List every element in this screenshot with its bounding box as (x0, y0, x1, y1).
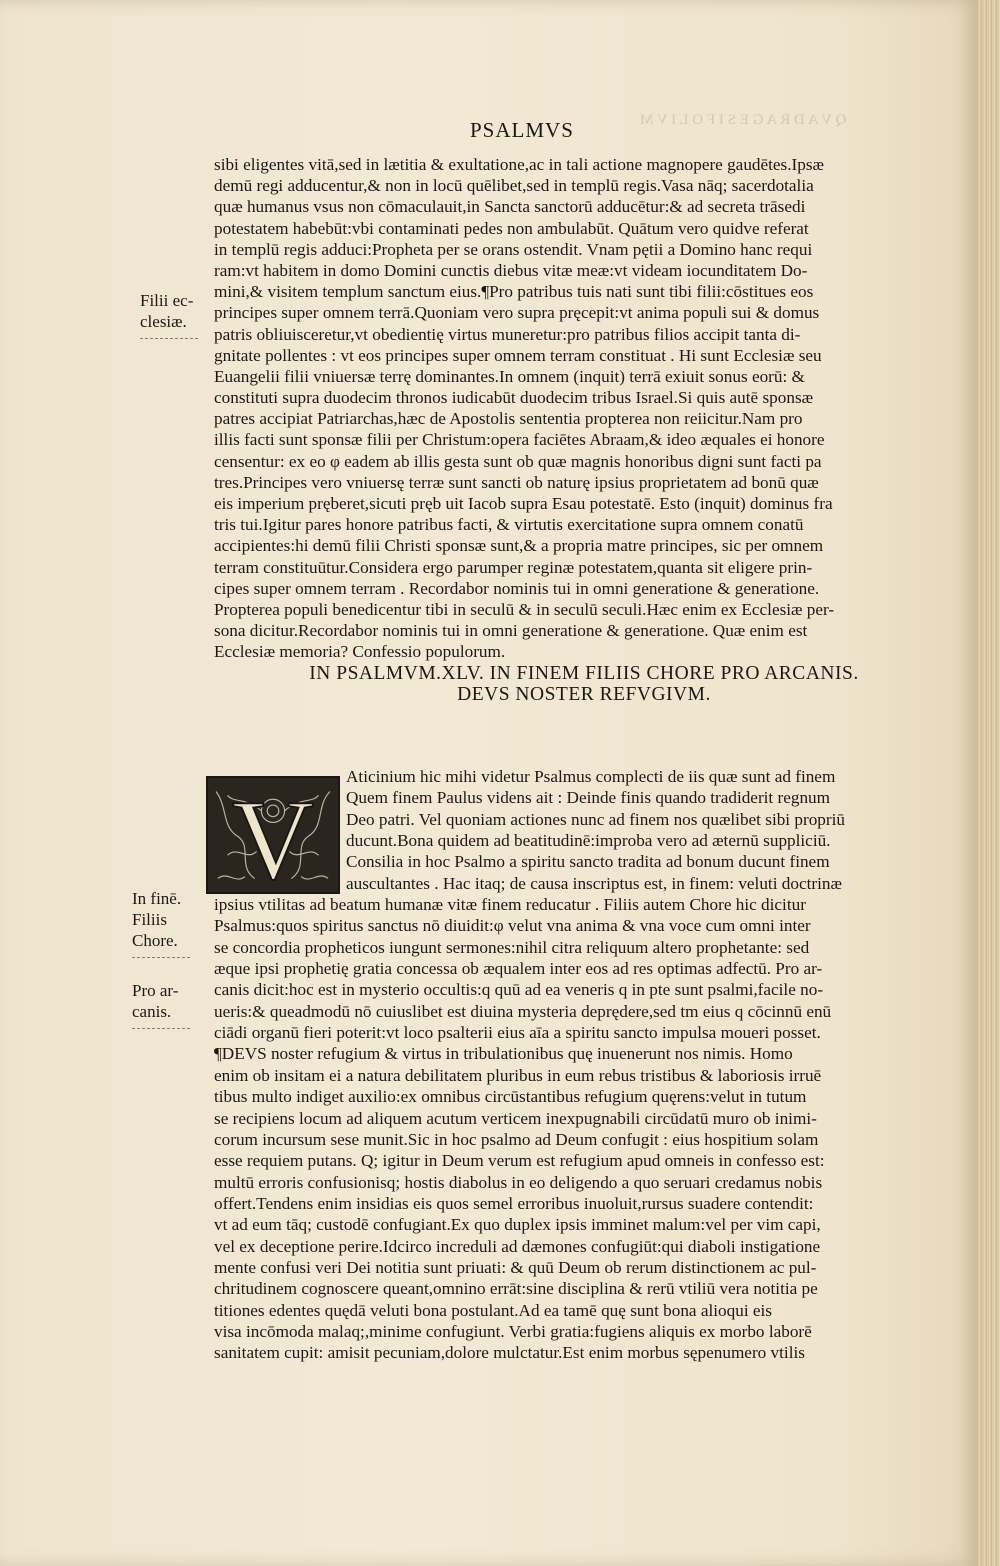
text-line: cipes super omnem terram . Recordabor nominis tui in omni generatione & generatione. (214, 578, 820, 598)
text-line: corum incursum sese munit.Sic in hoc psalmo ad Deum confugit : eius hospitium solam (214, 1129, 819, 1149)
text-line: Quem finem Paulus videns ait : Deinde finis quando tradiderit regnum (346, 788, 831, 808)
text-line: Propterea populi benedicentur tibi in seculū & in seculū seculi.Hæc enim ex Ecclesiæ per- (214, 599, 835, 619)
text-line: potestatem habebūt:vbi contaminati pedes non ambulabūt. Quātum vero quidve referat (214, 218, 809, 238)
text-line: ueris:& queadmodū nō cuiuslibet est diuina mysteria deprędere,sed tm eius q cōcinnū enū (214, 1001, 832, 1021)
initial-letter: V (231, 778, 315, 892)
margin-note-line: In finē. (132, 889, 182, 908)
text-line: in templū regis adduci:Propheta per se orans ostendit. Vnam pętii a Domino hanc requi (214, 239, 813, 259)
text-line: accipientes:hi demū filii Christi sponsæ sunt,& a propria matre principes, sic per omnem (214, 536, 824, 556)
text-line: mente confusi veri Dei notitia sunt priuati: & quū Deum ob rerum distinctionem ac pul- (214, 1257, 817, 1277)
text-line: auscultantes . Hac itaq; de causa inscriptus est, in finem: veluti doctrinæ (346, 873, 842, 893)
margin-note-line: clesiæ. (140, 312, 187, 331)
margin-note-line: Filii ec- (140, 291, 194, 310)
text-line: tris tui.Igitur pares honore patribus facti, & virtutis exercitatione supra omnem conatū (214, 515, 804, 535)
text-line: patris obliuisceretur,vt obedientię virtus muneretur:pro patribus filios accipit tanta di- (214, 324, 801, 344)
text-line: tibus multo indiget auxilio:ex omnibus circūstantibus refugium quęrens:velut in tutum (214, 1087, 807, 1107)
text-line: visa incōmoda malaq;,minime confugiunt. Verbi gratia:fugiens aliquis ex morbo laborē (214, 1321, 812, 1341)
text-line: terram constituūtur.Considera ergo parumper reginæ potestatem,quanta sit eligere prin- (214, 557, 813, 577)
text-line: titiones edentes quędā veluti bona postulant.Ad ea tamē quę sunt bona alioqui eis (214, 1300, 772, 1320)
text-line: Euangelii filii vniuersæ terrę dominantes.In omnem (inquit) terrā exiuit sonus eorū: & (214, 366, 805, 386)
text-line: vt ad eum tāq; custodē confugiant.Ex quo duplex ipsis imminet malum:vel per vim capi, (214, 1215, 821, 1235)
text-line: enim ob insitam ei a natura debilitatem pluribus in eum rebus tristibus & laboriosis irruē (214, 1065, 822, 1085)
text-line: esse requiem putans. Q; igitur in Deum verum est refugium apud omneis in confesso est: (214, 1151, 825, 1171)
page-edges (978, 0, 1000, 1566)
text-line: Consilia in hoc Psalmo a spiritu sancto tradita ad bonum ducunt finem (346, 852, 830, 872)
text-line: sibi eligentes vitā,sed in lætitia & exultatione,ac in tali actione magnopere gaudētes.Ipsæ (214, 155, 824, 174)
margin-note-line: Filiis (132, 910, 167, 929)
show-through: Q V A D R A G E S I F O L I V M (640, 112, 847, 128)
body-text-top (214, 154, 954, 705)
text-line: Psalmus:quos spiritus sanctus nō diuidit:φ velut vna anima & vna voce cum omni inter (214, 916, 811, 936)
text-line: principes super omnem terrā.Quoniam vero supra pręcepit:vt anima populi sui & domus (214, 303, 820, 323)
text-line: censentur: ex eo φ eadem ab illis gesta sunt ob quæ magnis honoribus digni sunt facti pa (214, 451, 822, 471)
body-text-bottom (214, 766, 954, 1364)
running-head: PSALMVS (470, 118, 574, 142)
text-line: mini,& visitem templum sanctum eius.¶Pro patribus tuis nati sunt tibi filii:cōstitues eos (214, 282, 814, 302)
psalm-heading: IN PSALMVM.XLV. IN FINEM FILIIS CHORE PRO ARCANIS. (309, 662, 859, 684)
text-line: gnitate pollentes : vt eos principes super omnem terram constituat . Hi sunt Ecclesiæ seu (214, 345, 822, 365)
text-line: eis imperium pręberet,sicuti pręb uit Iacob supra Esau potestatē. Esto (inquit) dominus fra (214, 494, 833, 513)
text-line: demū regi adducentur,& non in locū quēlibet,sed in templū regis.Vasa nāq; sacerdotalia (214, 176, 814, 196)
text-line: tres.Principes vero vniuersę terræ sunt sancti ob naturę ipsius proprietatem ad bonū quæ (214, 472, 819, 492)
text-line: quæ humanus vsus non cōmaculauit,in Sancta sanctorū adducētur:& ad secreta trāsedi (214, 197, 806, 217)
text-line: Deo patri. Vel quoniam actiones nunc ad finem nos quælibet sibi propriū (346, 809, 845, 829)
text-line: chritudinem cognoscere queant,omnino errāt:sine disciplina & rerū vtiliū vera notitia pe (214, 1279, 818, 1299)
text-line: ciādi organū fieri poterit:vt loco psalterii eius aīa a spiritu sancto impulsa moueri posset. (214, 1023, 821, 1043)
text-line: se recipiens locum ad aliquem acutum verticem inexpugnabili circūdatū muro ob inimi- (214, 1108, 817, 1128)
text-line: Aticinium hic mihi videtur Psalmus complecti de iis quæ sunt ad finem (346, 767, 836, 786)
text-line: ducunt.Bona quidem ad beatitudinē:improba vero ad æternū suppliciū. (346, 831, 831, 851)
text-line: ¶DEVS noster refugium & virtus in tribulationibus quę inuenerunt nos nimis. Homo (214, 1044, 793, 1064)
text-line: constituti supra duodecim thronos iudicabūt duodecim tribus Israel.Si quis autē sponsæ (214, 388, 814, 408)
text-line: sanitatem cupit: amisit pecuniam,dolore mulctatur.Est enim morbus sępenumero vtilis (214, 1343, 805, 1363)
margin-note-filii-ecclesiae (140, 290, 198, 339)
margin-rule (140, 338, 198, 339)
margin-note-line: canis. (132, 1002, 172, 1021)
psalm-subheading: DEVS NOSTER REFVGIVM. (457, 683, 711, 705)
margin-rule (132, 957, 190, 958)
text-line: Ecclesiæ memoria? Confessio populorum. (214, 642, 506, 662)
text-line: ipsius vtilitas ad beatum humanæ vitæ finem reducatur . Filiis autem Chore hic dicitur (214, 895, 806, 915)
text-line: offert.Tendens enim insidias eis quos semel erroribus inuoluit,rursus suadere contendit: (214, 1193, 814, 1213)
margin-note-line: Chore. (132, 931, 178, 950)
margin-note-in-fine (132, 888, 190, 958)
margin-rule (132, 1028, 190, 1029)
text-line: illis facti sunt sponsæ filii per Christum:opera faciētes Abraam,& ideo æquales ei honore (214, 430, 825, 450)
text-line: vel ex deceptione perire.Idcirco increduli ad dæmones confugiūt:qui diaboli instigatione (214, 1236, 821, 1256)
text-line: patres accipiat Patriarchas,hæc de Apostolis sententia propterea non reiicitur.Nam pro (214, 409, 803, 429)
text-line: canis dicit:hoc est in mysterio occultis:q quū ad ea veneris q in pte sunt psalmi,facile no- (214, 980, 824, 1000)
text-line: æque ipsi prophetię gratia concessa ob æqualem inter eos ad res optimas adfectū. Pro ar- (214, 959, 823, 979)
text-line: se concordia propheticos iungunt sermones:nihil citra reliquum altero prophetante: sed (214, 937, 810, 957)
margin-note-line: Pro ar- (132, 981, 179, 1000)
text-line: sona dicitur.Recordabor nominis tui in omni generatione & generatione. Quæ enim est (214, 621, 808, 641)
text-line: multū erroris confusionisq; hostis diabolus in eo deligendo a quo seruari credamus nobis (214, 1172, 823, 1192)
margin-note-pro-arcanis (132, 980, 190, 1029)
text-line: ram:vt habitem in domo Domini cunctis diebus vitæ meæ:vt videam iocunditatem Do- (214, 260, 808, 280)
